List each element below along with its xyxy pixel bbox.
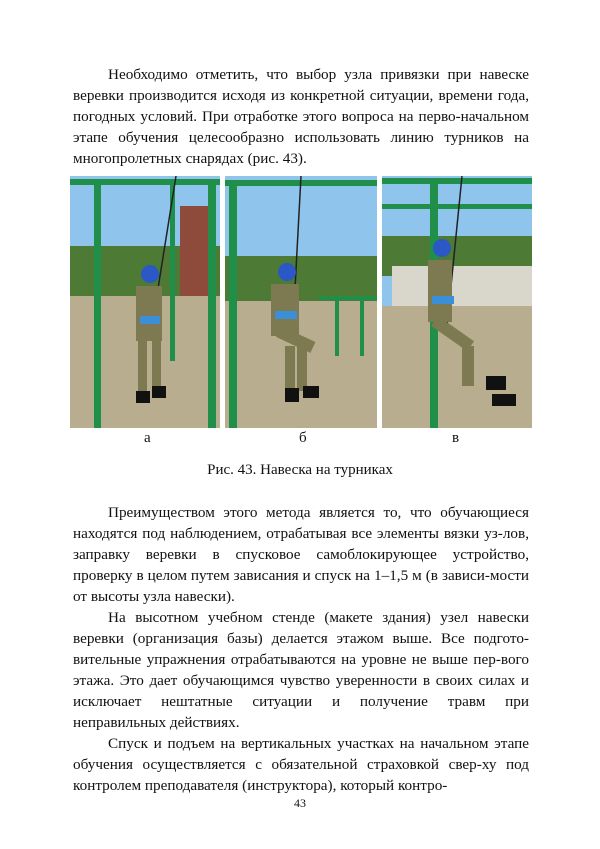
figure-caption: Рис. 43. Навеска на турниках bbox=[207, 462, 393, 478]
paragraph-3: На высотном учебном стенде (макете здания) узел навески веревки (организация базы) делается этажом выше. Все подгото-вительные упражнения отрабатываются на уровне не выше пер-вого этажа. Это дает обучающимся чувство уверенности в своих силах и исключает нештатные ситуации и получение травм при неправильных действиях. bbox=[73, 609, 529, 731]
photo-c bbox=[382, 176, 532, 428]
paragraph-2: Преимуществом этого метода является то, что обучающиеся находятся под наблюдением, отрабатывая все элементы вязки уз-лов, заправку веревки в спусковое самоблокирующее устройство, проверку в целом путем зависания и спуск на 1–1,5 м (в зависи-мости от высоты узла навески). bbox=[73, 504, 529, 605]
figure-label-b: б bbox=[299, 430, 307, 446]
photo-a bbox=[70, 176, 220, 428]
photo-b bbox=[225, 176, 377, 428]
body-text bbox=[73, 502, 529, 796]
figure-label-a: а bbox=[144, 430, 151, 446]
figure-label-c: в bbox=[452, 430, 460, 446]
paragraph-1: Необходимо отметить, что выбор узла привязки при навеске веревки производится исходя из конкретной ситуации, времени года, погодных условий. При отработке этого вопроса на перво-начальном этапе обучения целесообразно использовать линию турников на многопролетных снарядах (рис. 43). bbox=[73, 66, 529, 167]
figure-43 bbox=[70, 176, 532, 428]
paragraph-4: Спуск и подъем на вертикальных участках на начальном этапе обучения осуществляется с обязательной страховкой свер-ху под контролем преподавателя (инструктора), который контро- bbox=[73, 735, 529, 794]
page-number: 43 bbox=[294, 796, 306, 810]
paragraph-intro bbox=[73, 64, 529, 169]
